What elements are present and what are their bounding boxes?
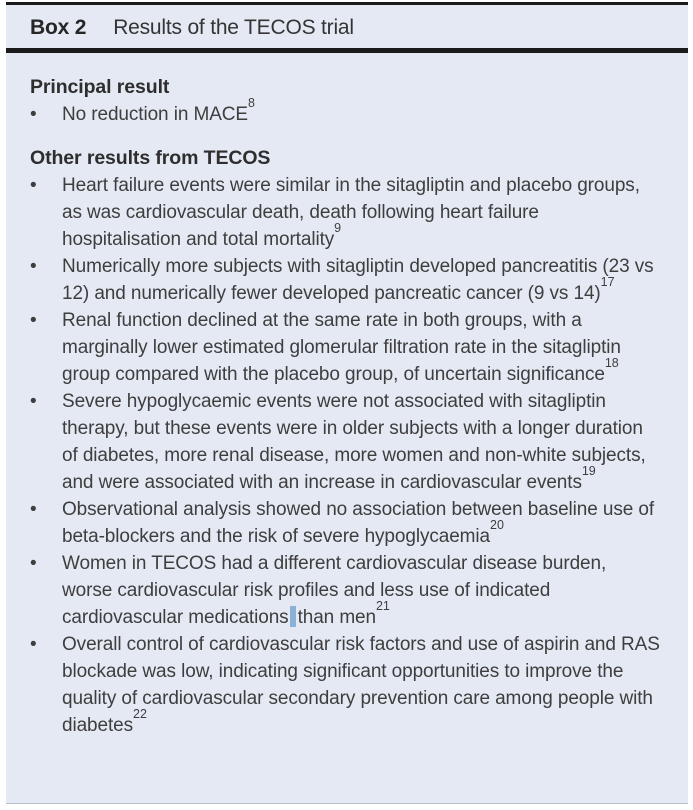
bullet-text: Numerically more subjects with sitagliptin developed pancreatitis (23 vs 12) and numerically fewer developed pancreatic cancer (9 vs 14)$^{17}$ bbox=[62, 256, 654, 304]
bullet-list bbox=[30, 96, 660, 128]
box-title: Results of the TECOS trial bbox=[113, 16, 354, 39]
bullet-icon: • bbox=[30, 634, 37, 655]
bullet-item bbox=[30, 496, 660, 550]
bullet-icon: • bbox=[30, 256, 37, 277]
bullet-item bbox=[30, 550, 660, 631]
reference-superscript: 8 bbox=[247, 96, 255, 111]
bullet-icon: • bbox=[30, 104, 37, 125]
box-label: Box 2 bbox=[30, 16, 87, 39]
bullet-icon: • bbox=[30, 175, 37, 196]
reference-superscript: 17 bbox=[600, 275, 615, 290]
document-page bbox=[0, 2, 693, 810]
bullet-item bbox=[30, 172, 660, 253]
box-body bbox=[6, 53, 688, 803]
reference-superscript: 20 bbox=[490, 518, 504, 533]
box-header bbox=[6, 5, 688, 53]
bullet-text: Severe hypoglycaemic events were not associated with sitagliptin therapy, but these events were in older subjects with a longer duration of diabetes, more renal disease, more women and non-white subjects, and were associated with an increase in cardiovascular events$^{19}$ bbox=[62, 391, 646, 493]
bullet-text: Observational analysis showed no association between baseline use of beta-blockers and the risk of severe hypoglycaemia$^{20}$ bbox=[62, 499, 655, 547]
bullet-icon: • bbox=[30, 391, 37, 412]
bullet-icon: • bbox=[30, 310, 37, 331]
reference-superscript: 21 bbox=[375, 599, 390, 614]
reference-superscript: 19 bbox=[581, 464, 596, 479]
text-cursor bbox=[290, 606, 296, 627]
bullet-text: Heart failure events were similar in the sitagliptin and placebo groups, as was cardiovascular death, death following heart failure hospitalisation and total mortality$^9$ bbox=[62, 175, 640, 250]
bullet-item bbox=[30, 388, 660, 496]
bullet-item bbox=[30, 307, 660, 388]
bullet-icon: • bbox=[30, 499, 37, 520]
bullet-icon: • bbox=[30, 553, 37, 574]
box-2-panel bbox=[6, 2, 688, 804]
reference-superscript: 22 bbox=[133, 707, 147, 722]
bullet-text: No reduction in MACE$^8$ bbox=[62, 96, 255, 125]
section-heading: Principal result bbox=[30, 76, 170, 98]
bullet-text: Women in TECOS had a different cardiovascular disease burden, worse cardiovascular risk profiles and less use of indicated cardiovascular medications than men$^{21}$ bbox=[62, 553, 607, 628]
bullet-item bbox=[30, 96, 660, 128]
bullet-text: Overall control of cardiovascular risk factors and use of aspirin and RAS blockade was low, indicating significant opportunities to improve the quality of cardiovascular secondary prevention care among people with diabetes$^{22}$ bbox=[62, 634, 660, 736]
reference-superscript: 18 bbox=[604, 356, 619, 371]
reference-superscript: 9 bbox=[334, 221, 342, 236]
bullet-item bbox=[30, 631, 660, 739]
bullet-item bbox=[30, 253, 660, 307]
bullet-list bbox=[30, 172, 660, 739]
bullet-text: Renal function declined at the same rate in both groups, with a marginally lower estimated glomerular filtration rate in the sitagliptin group compared with the placebo group, of uncertain significance$^{18}$ bbox=[62, 310, 621, 385]
section-heading: Other results from TECOS bbox=[30, 147, 271, 169]
